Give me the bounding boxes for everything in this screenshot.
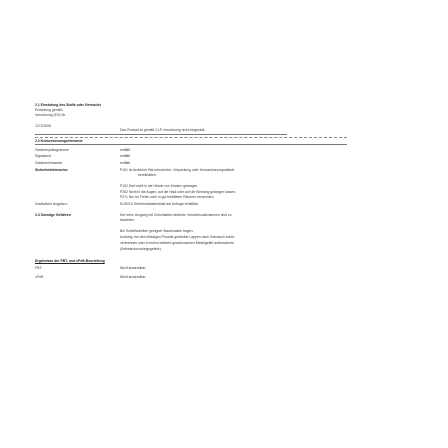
section-23-line: Achtung: bei dem flüssigen Produkt getränkte Lappen nach Gebrauch sofort	[120, 235, 235, 239]
safety-line: P271 Nur im Freien oder in gut belüfteten Räumen verwenden.	[120, 195, 215, 199]
row-value-pictograms: entfällt	[120, 148, 130, 152]
section-21-sub3: 1272/2008	[35, 124, 52, 128]
extra-value: EUH210 Sicherheitsdatenblatt auf Anfrage erhältlich.	[120, 202, 200, 206]
pbt-value: Nicht anwendbar.	[120, 266, 147, 270]
section-23-line: (Selbstentzündungsgefahr).	[120, 247, 162, 251]
section-21-sub2: Verordnung (EG) Nr.	[35, 113, 66, 117]
row-label-pictograms: Gefahrenpiktogramme	[35, 148, 69, 152]
divider-22-top	[35, 137, 347, 138]
extra-label: Zusätzliche Angaben:	[35, 202, 68, 206]
vpvb-value: Nicht anwendbar.	[120, 275, 147, 279]
row-label-hazard-statements: Gefahrenhinweise	[35, 161, 63, 165]
section-21-heading: 2.1 Einstufung des Stoffs oder Gemischs	[35, 103, 102, 107]
section-21-sub1: Einstufung gemäß	[35, 108, 63, 112]
divider-21	[35, 134, 287, 135]
section-23-line: verbrennen oder in einem luftdicht geschlossenen Metallgefäß aufbewahren	[120, 241, 235, 245]
section-22-heading: 2.2 Kennzeichnungselemente	[35, 139, 83, 143]
section-21-note: Das Produkt ist gemäß CLP-Verordnung nicht eingestuft.	[120, 128, 206, 132]
section-23-line: beachten.	[120, 218, 135, 222]
safety-line: P102 Darf nicht in die Hände von Kindern gelangen.	[120, 184, 199, 188]
safety-label: Sicherheitshinweise	[35, 168, 68, 172]
section-23-line: Der beim Umgang mit Chemikalien üblichen Vorsichtsmaßnahmen sind zu	[120, 213, 232, 217]
row-value-signal-word: entfällt	[120, 154, 130, 158]
divider-22	[35, 144, 347, 145]
pbt-label: PBT:	[35, 266, 43, 270]
safety-line: P101 Ist ärztlicher Rat erforderlich, Verpackung oder Kennzeichnungsetikett	[120, 168, 234, 172]
row-label-signal-word: Signalwort	[35, 154, 51, 158]
row-value-hazard-statements: entfällt	[120, 161, 130, 165]
safety-line: bereithalten.	[138, 173, 157, 177]
safety-line: P262 Nicht in die Augen, auf die Haut oder auf die Kleidung gelangen lassen.	[120, 190, 236, 194]
pbt-heading: Ergebnisse der PBT- und vPvB-Beurteilung	[35, 259, 105, 263]
section-23-label: 2.3 Sonstige Gefahren	[35, 213, 71, 217]
vpvb-label: vPvB:	[35, 275, 44, 279]
section-23-line: Bei Schleifarbeiten geeignet Staubmaske tragen.	[120, 229, 194, 233]
